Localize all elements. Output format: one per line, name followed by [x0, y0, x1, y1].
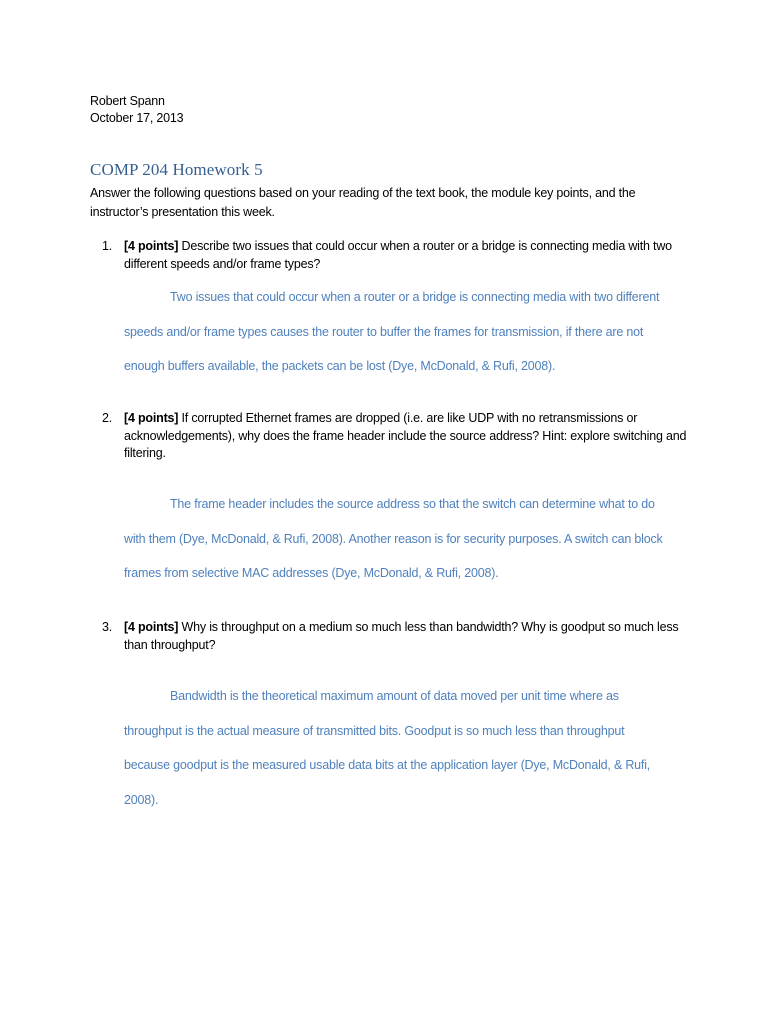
- question-text: [124, 410, 694, 463]
- document-date: October 17, 2013: [90, 111, 184, 125]
- question-body: If corrupted Ethernet frames are dropped (i.e. are like UDP with no retransmissions or acknowledgements), why does the frame header include the source address? Hint: explore switching and filtering.: [124, 411, 687, 460]
- question-number: 2.: [102, 411, 113, 425]
- question-points: [4 points]: [124, 239, 179, 253]
- answer-1: Two issues that could occur when a router or a bridge is connecting media with two different speeds and/or frame types causes the router to buffer the frames for transmission, if there are not enough buffers available, the packets can be lost (Dye, McDonald, & Rufi, 2008).: [124, 290, 660, 373]
- question-number: 3.: [102, 620, 113, 634]
- answer-2: The frame header includes the source address so that the switch can determine what to do with them (Dye, McDonald, & Rufi, 2008). Another reason is for security purposes. A switch can block frames from selective MAC addresses (Dye, McDonald, & Rufi, 2008).: [124, 497, 663, 580]
- question-text: [124, 619, 694, 654]
- instructions-paragraph: Answer the following questions based on your reading of the text book, the module key points, and the instructor’s presentation this week.: [90, 186, 636, 219]
- question-text: [124, 238, 694, 273]
- document-title: COMP 204 Homework 5: [90, 160, 263, 179]
- question-points: [4 points]: [124, 411, 179, 425]
- question-body: Why is throughput on a medium so much less than bandwidth? Why is goodput so much less than throughput?: [124, 620, 679, 652]
- author-name: Robert Spann: [90, 94, 165, 108]
- question-number: 1.: [102, 239, 113, 253]
- answer-3: Bandwidth is the theoretical maximum amount of data moved per unit time where as throughput is the actual measure of transmitted bits. Goodput is so much less than throughput because goodput is the measured usable data bits at the application layer (Dye, McDonald, & Rufi, 2008).: [124, 689, 651, 807]
- question-points: [4 points]: [124, 620, 179, 634]
- question-body: Describe two issues that could occur when a router or a bridge is connecting media with two different speeds and/or frame types?: [124, 239, 672, 271]
